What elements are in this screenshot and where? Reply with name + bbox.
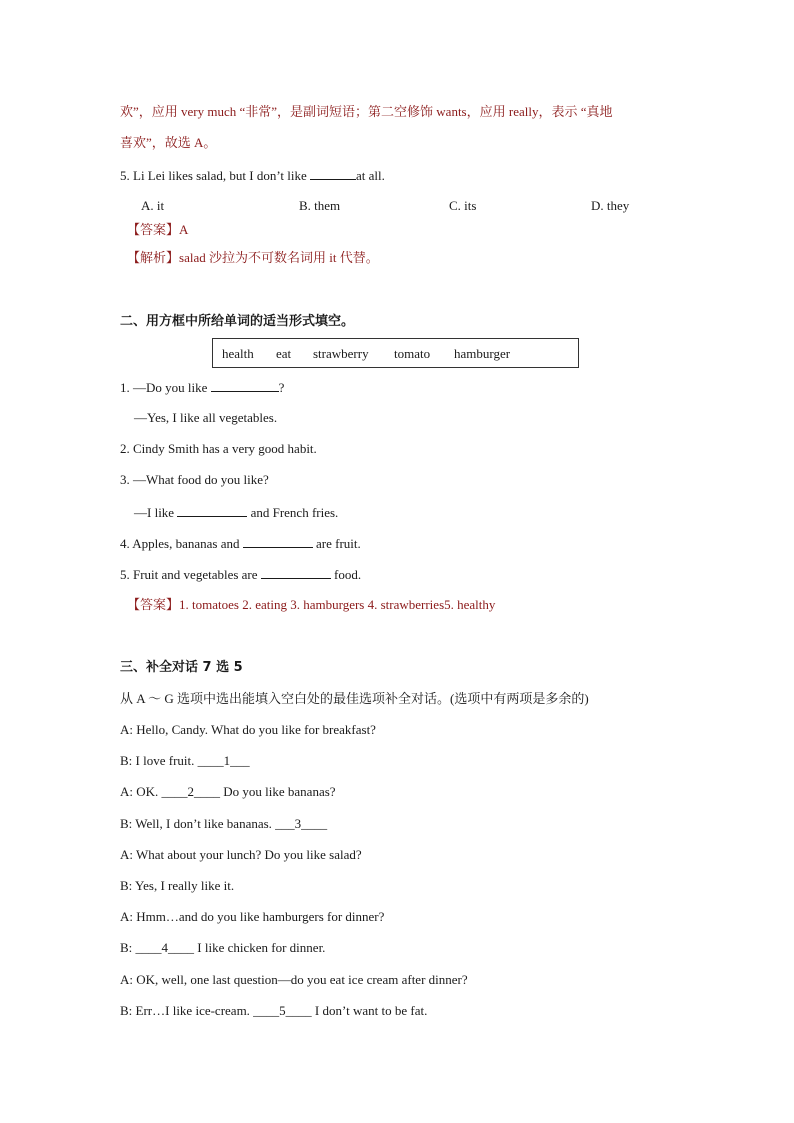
fill-item-text: are fruit. bbox=[312, 536, 361, 551]
dialogue-line: A: Hmm…and do you like hamburgers for dinner? bbox=[120, 909, 385, 924]
dialogue-line: B: I love fruit. ____1___ bbox=[120, 753, 250, 768]
dialogue-line: A: What about your lunch? Do you like salad? bbox=[120, 847, 362, 862]
option-a: A. it bbox=[141, 198, 165, 213]
fill-item-text: ? bbox=[278, 380, 285, 395]
section-2-title: 二、用方框中所给单词的适当形式填空。 bbox=[120, 314, 355, 329]
fill-item-3-reply bbox=[134, 502, 338, 523]
dialogue-line: B: ____4____ I like chicken for dinner. bbox=[120, 940, 326, 955]
word-1: health bbox=[222, 346, 254, 361]
dialogue-line: B: Well, I don’t like bananas. ___3____ bbox=[120, 816, 328, 831]
section-3-title: 三、补全对话 7 选 5 bbox=[120, 660, 243, 675]
fill-item-3: 3. —What food do you like? bbox=[120, 472, 269, 487]
analysis-tag: 【解析】 bbox=[127, 250, 180, 265]
question-5-text-a: 5. Li Lei likes salad, but I don’t like bbox=[120, 168, 311, 183]
analysis-text: salad 沙拉为不可数名词用 it 代替。 bbox=[179, 250, 379, 265]
fill-item-1 bbox=[120, 377, 284, 398]
fill-blank bbox=[243, 533, 313, 548]
fill-item-text: 1. —Do you like bbox=[120, 380, 211, 395]
answer-tag: 【答案】 bbox=[127, 597, 180, 612]
fill-item-4 bbox=[120, 533, 361, 554]
fill-item-text: —I like bbox=[134, 505, 178, 520]
fill-blank bbox=[261, 564, 331, 579]
section-3-instruction: 从 A ～ G 选项中选出能填入空白处的最佳选项补全对话。(选项中有两项是多余的) bbox=[120, 691, 589, 706]
word-box bbox=[212, 338, 579, 368]
option-c: C. its bbox=[449, 198, 477, 213]
dialogue-line: A: Hello, Candy. What do you like for breakfast? bbox=[120, 722, 376, 737]
fill-item-5 bbox=[120, 564, 361, 585]
question-5-analysis bbox=[127, 248, 379, 268]
fill-item-2: 2. Cindy Smith has a very good habit. bbox=[120, 441, 317, 456]
question-5-stem bbox=[120, 165, 385, 186]
question-5-answer bbox=[127, 220, 188, 240]
dialogue-line: A: OK. ____2____ Do you like bananas? bbox=[120, 784, 336, 799]
fill-item-1-reply: —Yes, I like all vegetables. bbox=[134, 410, 278, 425]
dialogue-line: B: Err…I like ice-cream. ____5____ I don’t want to be fat. bbox=[120, 1003, 428, 1018]
answer-value: A bbox=[179, 222, 189, 237]
option-d: D. they bbox=[591, 198, 630, 213]
option-b: B. them bbox=[299, 198, 341, 213]
answer-value: 1. tomatoes 2. eating 3. hamburgers 4. strawberries5. healthy bbox=[179, 597, 496, 612]
answer-tag: 【答案】 bbox=[127, 222, 180, 237]
question-5-text-b: at all. bbox=[356, 168, 385, 183]
explanation-line-2: 喜欢”，故选 A。 bbox=[120, 135, 217, 150]
fill-item-text: food. bbox=[330, 567, 362, 582]
fill-item-text: 4. Apples, bananas and bbox=[120, 536, 243, 551]
section-2-answer bbox=[127, 595, 495, 615]
question-5-blank bbox=[310, 165, 356, 180]
word-5: hamburger bbox=[454, 346, 511, 361]
dialogue-line: A: OK, well, one last question—do you eat ice cream after dinner? bbox=[120, 972, 468, 987]
word-3: strawberry bbox=[313, 346, 369, 361]
fill-blank bbox=[211, 377, 279, 392]
word-4: tomato bbox=[394, 346, 431, 361]
fill-blank bbox=[177, 502, 247, 517]
word-2: eat bbox=[276, 346, 292, 361]
fill-item-text: 5. Fruit and vegetables are bbox=[120, 567, 261, 582]
fill-item-text: and French fries. bbox=[247, 505, 339, 520]
dialogue-line: B: Yes, I really like it. bbox=[120, 878, 235, 893]
explanation-line-1: 欢”，应用 very much “非常”，是副词短语；第二空修饰 wants，应用 really，表示 “真地 bbox=[120, 104, 613, 119]
